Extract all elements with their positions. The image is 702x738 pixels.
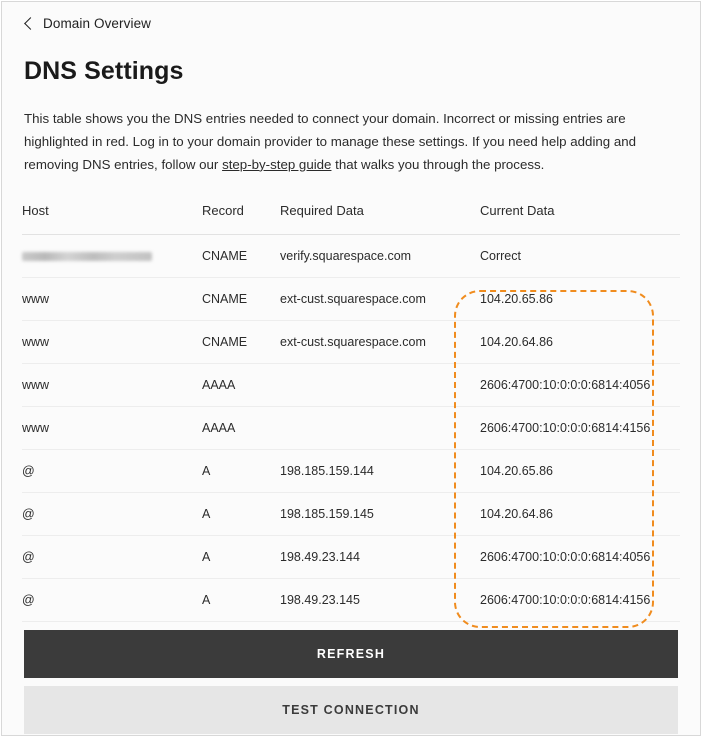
cell-record-type: A	[202, 492, 280, 535]
cell-required-data: 198.185.159.145	[280, 492, 480, 535]
cell-record-type: A	[202, 578, 280, 621]
column-header-required-data: Required Data	[280, 199, 480, 235]
cell-required-data	[280, 406, 480, 449]
cell-host	[22, 234, 202, 277]
column-header-record: Record	[202, 199, 280, 235]
description-text-part-2: that walks you through the process.	[331, 156, 545, 172]
table-row	[22, 449, 680, 492]
test-connection-button[interactable]: TEST CONNECTION	[24, 686, 678, 734]
table-row	[22, 277, 680, 320]
cell-current-data: 2606:4700:10:0:0:0:6814:4156	[480, 406, 680, 449]
table-row	[22, 363, 680, 406]
cell-record-type: AAAA	[202, 363, 280, 406]
cell-current-data: 104.20.64.86	[480, 320, 680, 363]
cell-current-data: 2606:4700:10:0:0:0:6814:4056	[480, 363, 680, 406]
cell-required-data	[280, 363, 480, 406]
cell-record-type: CNAME	[202, 277, 280, 320]
cell-host: www	[22, 406, 202, 449]
table-row	[22, 320, 680, 363]
panel-content	[2, 2, 700, 735]
cell-host: www	[22, 363, 202, 406]
action-buttons	[24, 630, 678, 734]
cell-required-data: ext-cust.squarespace.com	[280, 277, 480, 320]
cell-required-data: 198.49.23.144	[280, 535, 480, 578]
dns-records-table	[22, 199, 680, 622]
cell-current-data: 2606:4700:10:0:0:0:6814:4156	[480, 578, 680, 621]
cell-current-data: 104.20.65.86	[480, 449, 680, 492]
chevron-left-icon	[22, 17, 36, 31]
table-header	[22, 199, 680, 235]
table-row	[22, 406, 680, 449]
description-text-part-1: This table shows you the DNS entries needed to connect your domain. Incorrect or missing entries are highlighted in red. Log in to your domain provider to manage these settings. If you need help adding and removing DNS entries, follow our	[24, 111, 637, 172]
back-to-domain-overview-link[interactable]	[22, 2, 680, 31]
refresh-button[interactable]: REFRESH	[24, 630, 678, 678]
cell-host: @	[22, 449, 202, 492]
table-row	[22, 234, 680, 277]
cell-host: www	[22, 277, 202, 320]
cell-record-type: CNAME	[202, 320, 280, 363]
table-header-row	[22, 199, 680, 235]
cell-host: @	[22, 578, 202, 621]
cell-current-data: 104.20.65.86	[480, 277, 680, 320]
table-row	[22, 535, 680, 578]
step-by-step-guide-link[interactable]: step-by-step guide	[222, 156, 332, 172]
masked-host-value	[22, 252, 152, 261]
table-row	[22, 492, 680, 535]
cell-required-data: verify.squarespace.com	[280, 234, 480, 277]
page-title: DNS Settings	[24, 57, 184, 85]
cell-host: @	[22, 492, 202, 535]
cell-host: @	[22, 535, 202, 578]
cell-required-data: 198.49.23.145	[280, 578, 480, 621]
cell-record-type: A	[202, 535, 280, 578]
cell-record-type: AAAA	[202, 406, 280, 449]
cell-record-type: A	[202, 449, 280, 492]
cell-record-type: CNAME	[202, 234, 280, 277]
column-header-host: Host	[22, 199, 202, 235]
cell-host: www	[22, 320, 202, 363]
cell-current-data: Correct	[480, 234, 680, 277]
column-header-current-data: Current Data	[480, 199, 680, 235]
cell-required-data: ext-cust.squarespace.com	[280, 320, 480, 363]
cell-current-data: 104.20.64.86	[480, 492, 680, 535]
back-link-label: Domain Overview	[43, 16, 152, 31]
table-row	[22, 578, 680, 621]
dns-settings-panel	[1, 1, 701, 736]
cell-required-data: 198.185.159.144	[280, 449, 480, 492]
table-body	[22, 234, 680, 621]
cell-current-data: 2606:4700:10:0:0:0:6814:4056	[480, 535, 680, 578]
page-description	[24, 108, 678, 177]
